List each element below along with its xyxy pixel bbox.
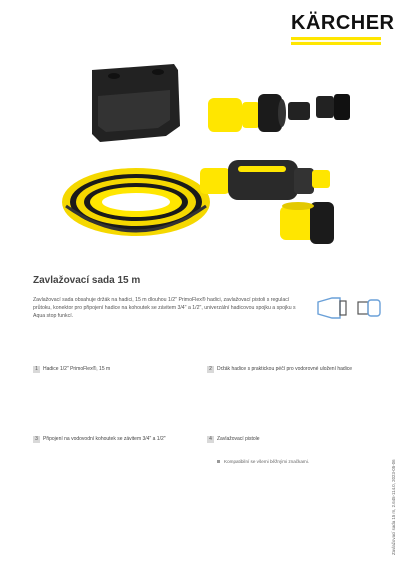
compatibility-text: Kompatibilní se všemi běžnými značkami. [224,459,310,464]
karcher-logo [291,10,395,46]
feature-number: 4 [207,436,214,443]
document-code: Zavlažovací sada 15 m, 2.645-114.0, 2023-05-06 [391,459,396,555]
compatibility-note [217,458,367,465]
bullet-icon [217,460,220,463]
tap-adapter-icon [288,94,350,120]
feature-number: 3 [33,436,40,443]
feature-text: Zavlažovací pistole [217,436,260,442]
feature-text: Připojení na vodovodní kohoutek se závitem 3/4" a 1/2" [43,436,166,442]
product-image [54,56,354,266]
feature-number: 1 [33,366,40,373]
product-title: Zavlažovací sada 15 m [33,275,141,286]
hose-connector-icon [318,298,346,318]
brand-bar [291,37,381,45]
feature-text: Hadice 1/2" PrimoFlex®, 15 m [43,366,111,372]
hose-coil-icon [62,168,210,236]
aquastop-coupling-icon [280,202,334,244]
spray-nozzle-icon [200,160,330,200]
fitting-icons [312,292,384,324]
coupling-icon [208,94,286,132]
hose-holder-icon [92,64,180,142]
product-description: Zavlažovací sada obsahuje držák na hadici, 15 m dlouhou 1/2" PrimoFlex® hadici, zavlažovací pistoli s regulací průtoku, konektor pro připojení hadice na kohoutek se závitem 3/4" a 1/2", univerzální hadicovou spojku a spojku s Aqua stop funkcí. [33,297,296,319]
coupling-icon [358,300,380,316]
brand-name: KÄRCHER [291,12,395,34]
feature-text: Držák hadice s praktickou péčí pro vodorovné uložení hadice [217,366,353,372]
feature-number: 2 [207,366,214,373]
